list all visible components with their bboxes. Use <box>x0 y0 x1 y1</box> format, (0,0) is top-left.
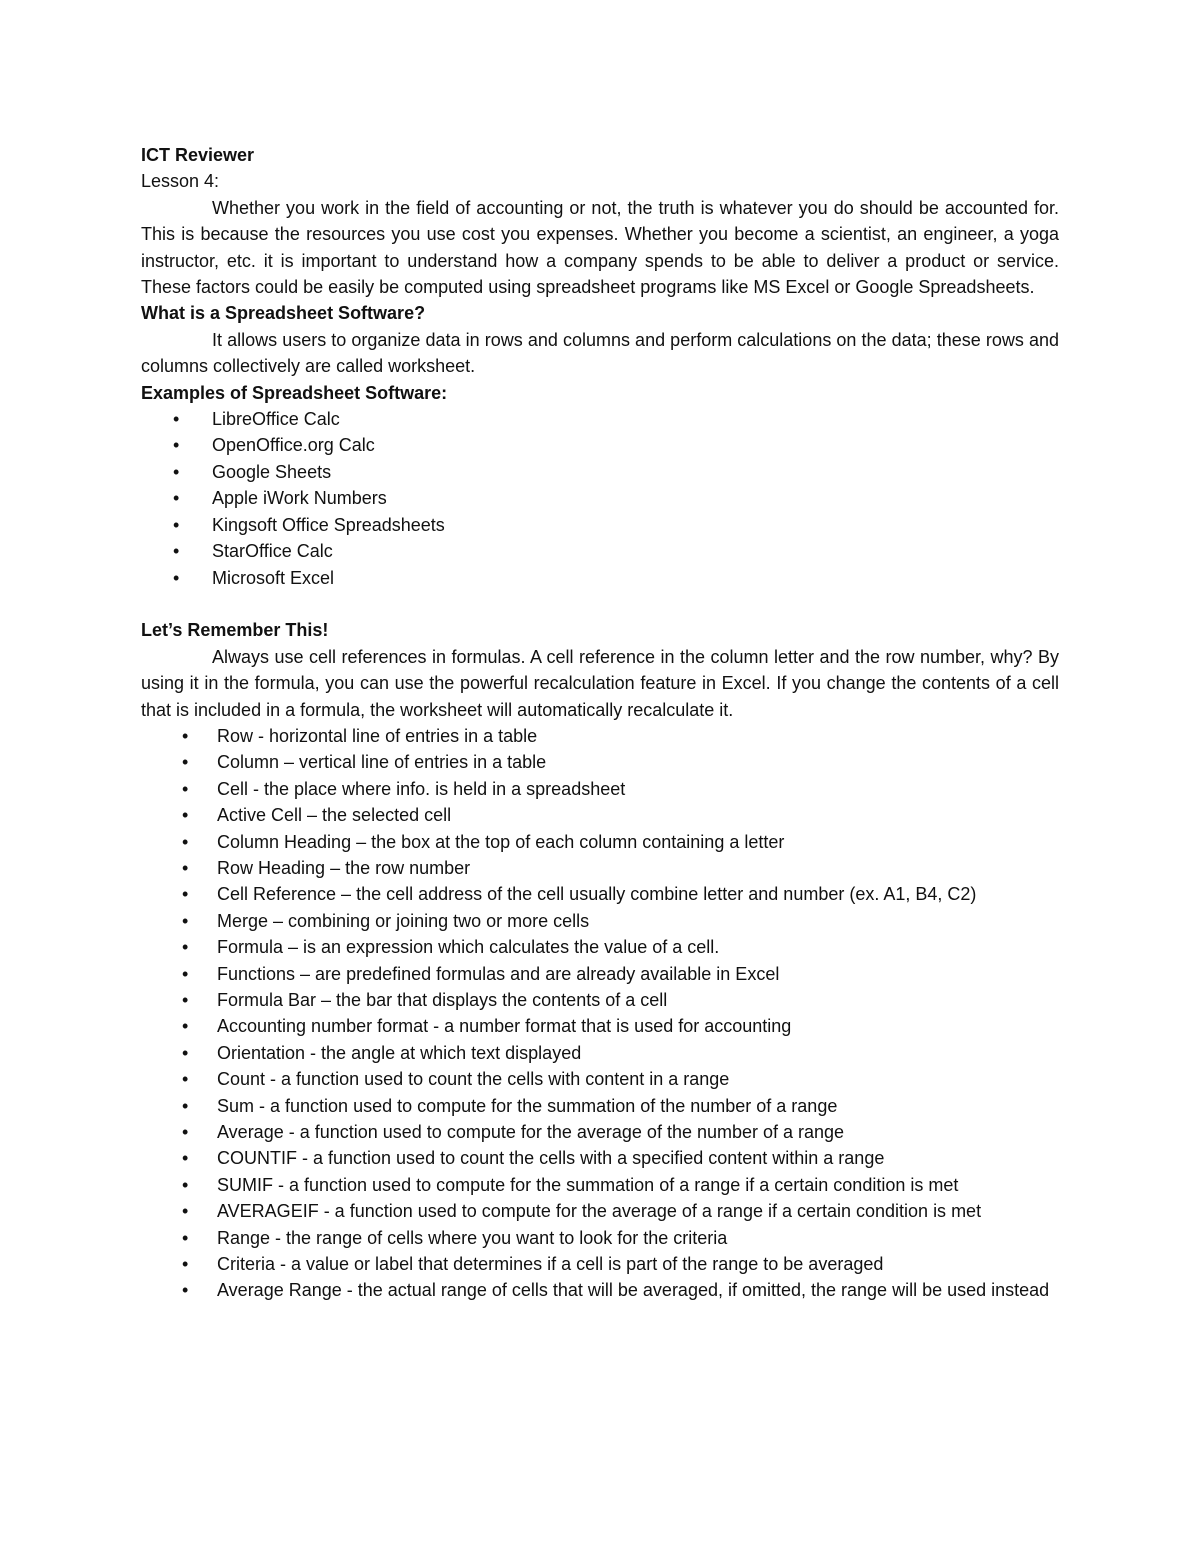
list-item: • Google Sheets <box>141 459 1059 485</box>
list-item: • Cell - the place where info. is held in a spreadsheet <box>141 776 1059 802</box>
list-item: • StarOffice Calc <box>141 538 1059 564</box>
list-item: • OpenOffice.org Calc <box>141 432 1059 458</box>
list-item: • Row Heading – the row number <box>141 855 1059 881</box>
list-item: • Functions – are predefined formulas and are already available in Excel <box>141 961 1059 987</box>
list-item: • Count - a function used to count the cells with content in a range <box>141 1066 1059 1092</box>
list-item: • Average - a function used to compute for the average of the number of a range <box>141 1119 1059 1145</box>
list-item: • Apple iWork Numbers <box>141 485 1059 511</box>
list-item: • AVERAGEIF - a function used to compute for the average of a range if a certain condition is met <box>141 1198 1059 1224</box>
list-item: • Criteria - a value or label that determines if a cell is part of the range to be averaged <box>141 1251 1059 1277</box>
terms-list <box>141 723 1059 1304</box>
section-heading-what-is: What is a Spreadsheet Software? <box>141 303 426 324</box>
section-heading-remember: Let’s Remember This! <box>141 620 329 641</box>
document-page <box>141 142 1059 1304</box>
list-item: • Row - horizontal line of entries in a table <box>141 723 1059 749</box>
list-item: • Orientation - the angle at which text displayed <box>141 1040 1059 1066</box>
list-item: • Range - the range of cells where you want to look for the criteria <box>141 1225 1059 1251</box>
intro-paragraph: Whether you work in the field of accounting or not, the truth is whatever you do should be accounted for. This is because the resources you use cost you expenses. Whether you become a scientist, an engineer, a yoga instructor, etc. it is important to understand how a company spends to be able to deliver a product or service. These factors could be easily be computed using spreadsheet programs like MS Excel or Google Spreadsheets. <box>141 197 1059 298</box>
list-item: • LibreOffice Calc <box>141 406 1059 432</box>
list-item: • Merge – combining or joining two or more cells <box>141 908 1059 934</box>
list-item: • Column – vertical line of entries in a table <box>141 749 1059 775</box>
section-body-what-is: It allows users to organize data in rows and columns and perform calculations on the data; these rows and columns collectively are called worksheet. <box>141 329 1059 377</box>
lesson-label: Lesson 4: <box>141 171 220 192</box>
section-heading-examples: Examples of Spreadsheet Software: <box>141 382 448 403</box>
list-item: • SUMIF - a function used to compute for the summation of a range if a certain condition is met <box>141 1172 1059 1198</box>
list-item: • Formula – is an expression which calculates the value of a cell. <box>141 934 1059 960</box>
list-item: • Sum - a function used to compute for the summation of the number of a range <box>141 1093 1059 1119</box>
section-body-remember: Always use cell references in formulas. A cell reference in the column letter and the row number, why? By using it in the formula, you can use the powerful recalculation feature in Excel. If you change the contents of a cell that is included in a formula, the worksheet will automatically recalculate it. <box>141 646 1059 720</box>
list-item: • Average Range - the actual range of cells that will be averaged, if omitted, the range will be used instead <box>141 1277 1059 1303</box>
document-title: ICT Reviewer <box>141 145 255 165</box>
list-item: • Microsoft Excel <box>141 565 1059 591</box>
list-item: • Active Cell – the selected cell <box>141 802 1059 828</box>
examples-list <box>141 406 1059 591</box>
list-item: • Column Heading – the box at the top of each column containing a letter <box>141 829 1059 855</box>
list-item: • Formula Bar – the bar that displays the contents of a cell <box>141 987 1059 1013</box>
list-item: • COUNTIF - a function used to count the cells with a specified content within a range <box>141 1145 1059 1171</box>
list-item: • Accounting number format - a number format that is used for accounting <box>141 1013 1059 1039</box>
list-item: • Cell Reference – the cell address of the cell usually combine letter and number (ex. A1, B4, C2) <box>141 881 1059 907</box>
spacer <box>141 591 1059 617</box>
list-item: • Kingsoft Office Spreadsheets <box>141 512 1059 538</box>
